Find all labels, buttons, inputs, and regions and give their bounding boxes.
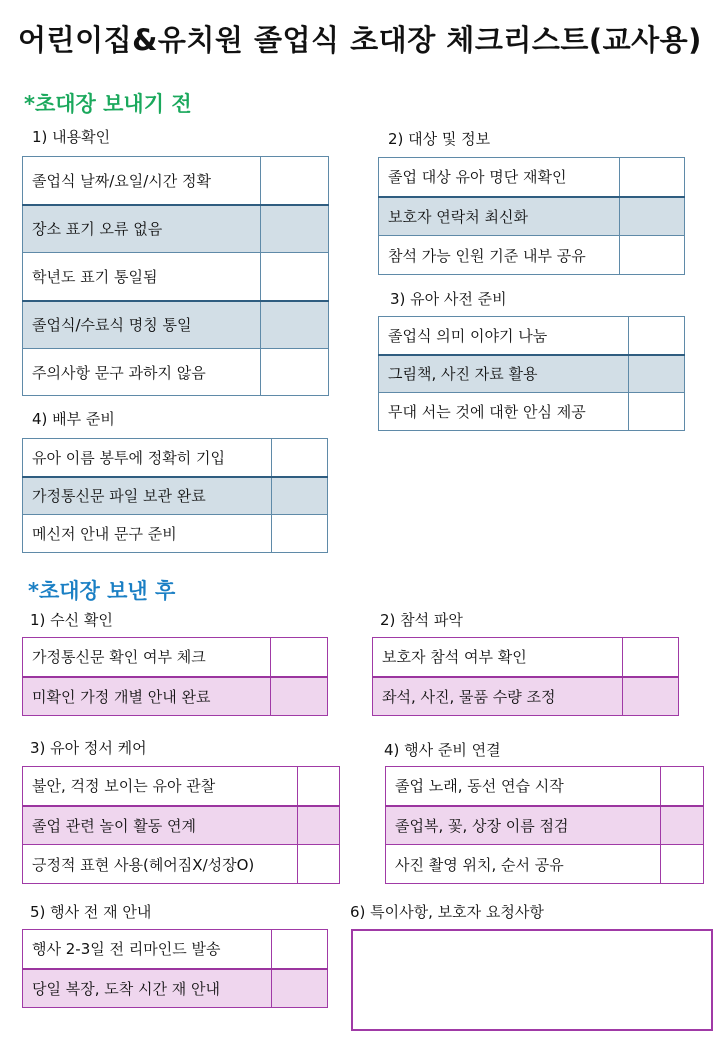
check-box[interactable]: [271, 477, 327, 515]
check-box[interactable]: [271, 439, 327, 477]
checklist-row: [379, 158, 685, 197]
checklist-item-label: 학년도 표기 통일됨: [23, 253, 261, 301]
check-box[interactable]: [271, 515, 327, 553]
attendance-table: [372, 637, 679, 716]
checklist-row: [23, 253, 329, 301]
checklist-item-label: 긍정적 표현 사용(헤어짐X/성장O): [23, 845, 298, 884]
checklist-row: [23, 301, 329, 349]
checklist-item-label: 졸업복, 꽃, 상장 이름 점검: [386, 806, 661, 845]
checklist-row: [379, 393, 685, 431]
checklist-row: [23, 439, 328, 477]
checklist-item-label: 무대 서는 것에 대한 안심 제공: [379, 393, 629, 431]
check-box[interactable]: [661, 845, 704, 884]
distribution-title: 4) 배부 준비: [32, 410, 115, 428]
checklist-item-label: 그림책, 사진 자료 활용: [379, 355, 629, 393]
checklist-item-label: 졸업 대상 유아 명단 재확인: [379, 158, 620, 197]
checklist-row: [23, 930, 328, 969]
checklist-row: [386, 845, 704, 884]
checklist-row: [23, 845, 340, 884]
checklist-item-label: 졸업 관련 놀이 활동 연계: [23, 806, 298, 845]
reminder-title: 5) 행사 전 재 안내: [30, 903, 152, 921]
checklist-row: [23, 157, 329, 205]
attendance-title: 2) 참석 파악: [380, 611, 463, 629]
page-title: 어린이집&유치원 졸업식 초대장 체크리스트(교사용): [18, 23, 702, 57]
checklist-row: [23, 806, 340, 845]
checklist-item-label: 보호자 참석 여부 확인: [373, 638, 623, 677]
check-box[interactable]: [260, 205, 328, 253]
checklist-item-label: 가정통신문 파일 보관 완료: [23, 477, 272, 515]
checklist-item-label: 유아 이름 봉투에 정확히 기입: [23, 439, 272, 477]
check-box[interactable]: [260, 253, 328, 301]
check-box[interactable]: [271, 638, 328, 677]
content-check-title: 1) 내용확인: [32, 128, 111, 146]
checklist-item-label: 가정통신문 확인 여부 체크: [23, 638, 271, 677]
checklist-row: [379, 197, 685, 236]
checklist-row: [23, 515, 328, 553]
checklist-row: [23, 677, 328, 716]
check-box[interactable]: [298, 845, 340, 884]
notes-title: 6) 특이사항, 보호자 요청사항: [350, 903, 544, 921]
target-info-title: 2) 대상 및 정보: [388, 130, 491, 148]
checklist-item-label: 행사 2-3일 전 리마인드 발송: [23, 930, 272, 969]
checklist-item-label: 참석 가능 인원 기준 내부 공유: [379, 236, 620, 275]
checklist-row: [23, 638, 328, 677]
checklist-item-label: 주의사항 문구 과하지 않음: [23, 349, 261, 396]
check-box[interactable]: [619, 158, 684, 197]
checklist-row: [23, 477, 328, 515]
child-prep-title: 3) 유아 사전 준비: [390, 290, 507, 308]
check-box[interactable]: [260, 301, 328, 349]
emotional-care-title: 3) 유아 정서 케어: [30, 739, 147, 757]
check-box[interactable]: [628, 393, 684, 431]
checklist-row: [373, 638, 679, 677]
check-box[interactable]: [298, 806, 340, 845]
checklist-item-label: 보호자 연락처 최신화: [379, 197, 620, 236]
check-box[interactable]: [260, 349, 328, 396]
check-box[interactable]: [619, 197, 684, 236]
check-box[interactable]: [271, 930, 327, 969]
checklist-row: [23, 349, 329, 396]
section-heading-before: *초대장 보내기 전: [24, 92, 192, 116]
target-info-table: [378, 157, 685, 275]
checklist-row: [23, 969, 328, 1008]
checklist-item-label: 졸업 노래, 동선 연습 시작: [386, 767, 661, 806]
event-link-title: 4) 행사 준비 연결: [384, 741, 501, 759]
content-check-table: [22, 156, 329, 396]
checklist-item-label: 장소 표기 오류 없음: [23, 205, 261, 253]
checklist-item-label: 메신저 안내 문구 준비: [23, 515, 272, 553]
check-box[interactable]: [619, 236, 684, 275]
check-box[interactable]: [661, 806, 704, 845]
checklist-item-label: 졸업식 의미 이야기 나눔: [379, 317, 629, 355]
distribution-table: [22, 438, 328, 553]
check-box[interactable]: [260, 157, 328, 205]
checklist-row: [373, 677, 679, 716]
check-box[interactable]: [628, 317, 684, 355]
emotional-care-table: [22, 766, 340, 884]
checklist-row: [23, 767, 340, 806]
checklist-item-label: 불안, 걱정 보이는 유아 관찰: [23, 767, 298, 806]
event-link-table: [385, 766, 704, 884]
checklist-row: [23, 205, 329, 253]
child-prep-table: [378, 316, 685, 431]
checklist-row: [379, 317, 685, 355]
checklist-item-label: 좌석, 사진, 물품 수량 조정: [373, 677, 623, 716]
reminder-table: [22, 929, 328, 1008]
checklist-row: [379, 355, 685, 393]
receipt-table: [22, 637, 328, 716]
checklist-item-label: 미확인 가정 개별 안내 완료: [23, 677, 271, 716]
checklist-item-label: 졸업식 날짜/요일/시간 정확: [23, 157, 261, 205]
section-heading-after: *초대장 보낸 후: [28, 579, 176, 603]
checklist-item-label: 당일 복장, 도착 시간 재 안내: [23, 969, 272, 1008]
checklist-row: [379, 236, 685, 275]
checklist-item-label: 졸업식/수료식 명칭 통일: [23, 301, 261, 349]
checklist-item-label: 사진 촬영 위치, 순서 공유: [386, 845, 661, 884]
check-box[interactable]: [298, 767, 340, 806]
check-box[interactable]: [623, 638, 679, 677]
check-box[interactable]: [271, 677, 328, 716]
check-box[interactable]: [628, 355, 684, 393]
receipt-title: 1) 수신 확인: [30, 611, 113, 629]
notes-box[interactable]: [351, 929, 713, 1031]
checklist-row: [386, 767, 704, 806]
check-box[interactable]: [661, 767, 704, 806]
check-box[interactable]: [271, 969, 327, 1008]
check-box[interactable]: [623, 677, 679, 716]
checklist-row: [386, 806, 704, 845]
